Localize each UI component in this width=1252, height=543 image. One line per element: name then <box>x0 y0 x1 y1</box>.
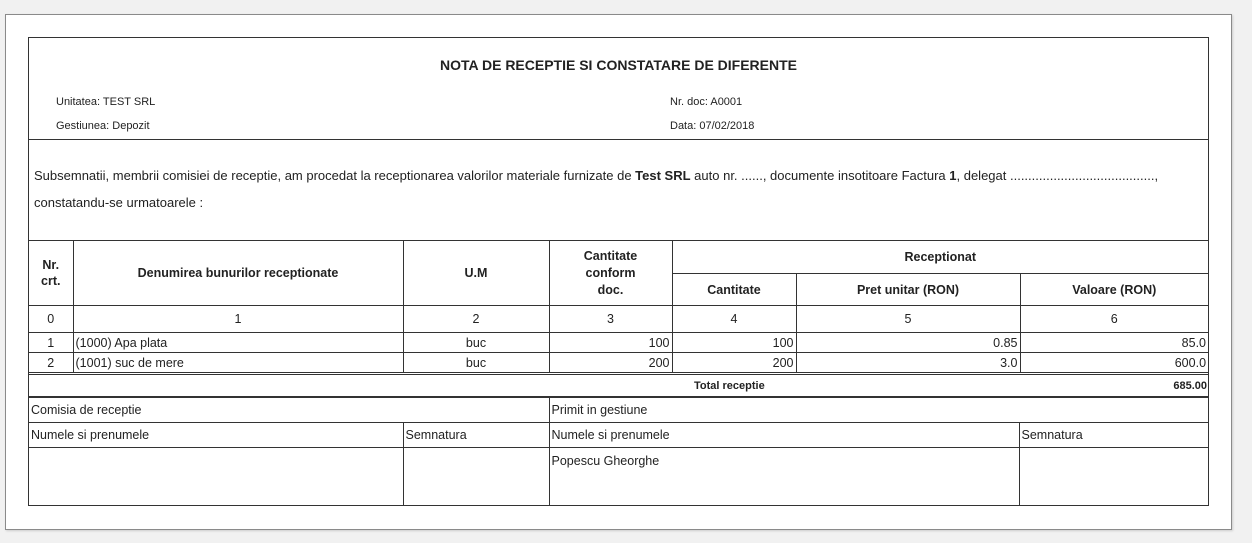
commission-heading: Comisia de receptie <box>29 398 549 423</box>
supplier-name: Test SRL <box>635 168 691 183</box>
received-heading: Primit in gestiune <box>549 398 1209 423</box>
receiver-name-label: Numele si prenumele <box>549 423 1019 448</box>
index-cell: 1 <box>73 306 403 333</box>
signature-values-row <box>29 448 1209 507</box>
doc-number-label: Nr. doc: A0001 <box>670 96 743 108</box>
index-cell: 0 <box>29 306 73 333</box>
row-um: buc <box>403 333 549 353</box>
receiver-signature-label: Semnatura <box>1019 423 1209 448</box>
index-cell: 3 <box>549 306 672 333</box>
row-qty-doc: 200 <box>549 353 672 373</box>
gestiunea-label: Gestiunea: Depozit <box>56 120 150 132</box>
col-nr-crt: Nr. crt. <box>29 241 73 306</box>
unitatea-label: Unitatea: TEST SRL <box>56 96 156 108</box>
signature-labels-row <box>29 423 1209 448</box>
total-label: Total receptie <box>673 375 1021 397</box>
row-qty: 200 <box>672 353 796 373</box>
row-price: 3.0 <box>796 353 1020 373</box>
index-cell: 5 <box>796 306 1020 333</box>
doc-date-label: Data: 07/02/2018 <box>670 120 755 132</box>
col-denumire: Denumirea bunurilor receptionate <box>73 241 403 306</box>
row-nr: 2 <box>29 353 73 373</box>
receiver-name-value: Popescu Gheorghe <box>549 448 1019 507</box>
col-um: U.M <box>403 241 549 306</box>
row-name: (1001) suc de mere <box>73 353 403 373</box>
statement-part-4: constatandu-se urmatoarele : <box>34 195 204 210</box>
commission-signature-label: Semnatura <box>403 423 549 448</box>
statement-part-2: auto nr. ......, documente insotitoare Factura <box>690 168 950 183</box>
receiver-signature-value <box>1019 448 1209 507</box>
row-um: buc <box>403 353 549 373</box>
index-cell: 4 <box>672 306 796 333</box>
statement-part-3: , delegat ........................................, <box>956 168 1159 183</box>
document-header <box>29 38 1208 140</box>
total-row <box>29 375 1209 397</box>
items-table <box>29 240 1208 373</box>
row-price: 0.85 <box>796 333 1020 353</box>
receipt-note <box>28 37 1209 506</box>
col-pret-unitar: Pret unitar (RON) <box>796 274 1020 306</box>
commission-name-value <box>29 448 403 507</box>
total-table <box>29 374 1209 397</box>
row-value: 600.0 <box>1020 353 1208 373</box>
row-qty: 100 <box>672 333 796 353</box>
table-header-row <box>29 241 1208 274</box>
statement-part-1: Subsemnatii, membrii comisiei de receptie, am procedat la receptionarea valorilor materiale furnizate de <box>34 168 636 183</box>
signature-table <box>29 397 1209 506</box>
signature-heading-row <box>29 398 1209 423</box>
col-valoare: Valoare (RON) <box>1020 274 1208 306</box>
index-cell: 2 <box>403 306 549 333</box>
commission-name-label: Numele si prenumele <box>29 423 403 448</box>
table-row <box>29 333 1208 353</box>
col-receptionat: Receptionat <box>672 241 1208 274</box>
document-sheet <box>5 14 1232 530</box>
table-row <box>29 353 1208 373</box>
row-nr: 1 <box>29 333 73 353</box>
row-value: 85.0 <box>1020 333 1208 353</box>
column-index-row <box>29 306 1208 333</box>
index-cell: 6 <box>1020 306 1208 333</box>
total-spacer <box>29 375 673 397</box>
statement-text <box>34 162 1199 216</box>
commission-signature-value <box>403 448 549 507</box>
col-cantitate: Cantitate <box>672 274 796 306</box>
total-value: 685.00 <box>1021 375 1209 397</box>
document-title: NOTA DE RECEPTIE SI CONSTATARE DE DIFERENTE <box>439 57 798 73</box>
col-cantitate-doc: Cantitate conform doc. <box>549 241 672 306</box>
reception-statement <box>29 139 1208 241</box>
invoice-number: 1 <box>949 168 957 183</box>
row-name: (1000) Apa plata <box>73 333 403 353</box>
row-qty-doc: 100 <box>549 333 672 353</box>
